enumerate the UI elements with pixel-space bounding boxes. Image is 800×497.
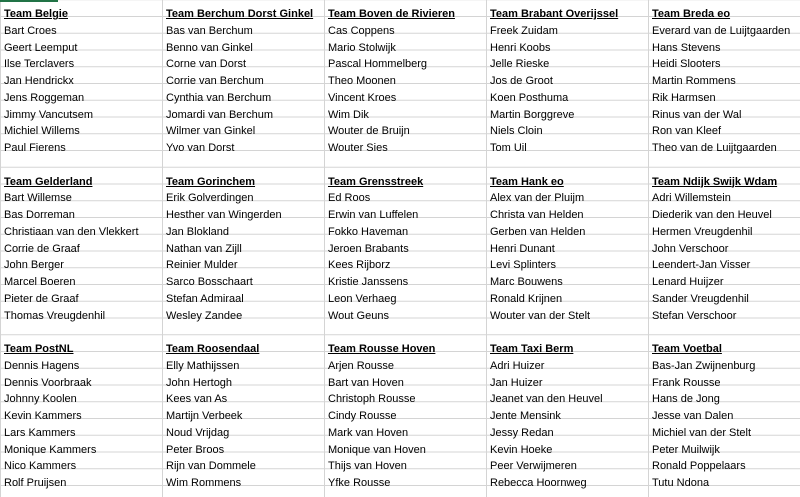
member-cell[interactable]: John Berger [4, 259, 64, 272]
team-header-cell[interactable]: Team Boven de Rivieren [328, 8, 455, 20]
member-cell[interactable]: Erik Golverdingen [166, 192, 254, 205]
team-header-cell[interactable]: Team Roosendaal [166, 343, 260, 355]
member-cell[interactable]: Cynthia van Berchum [166, 91, 272, 104]
member-cell[interactable]: Kevin Hoeke [490, 443, 553, 456]
member-cell[interactable]: Michiel van der Stelt [652, 426, 752, 439]
member-cell[interactable]: Pascal Hommelberg [328, 58, 428, 71]
member-cell[interactable]: Kees van As [166, 393, 228, 406]
member-cell[interactable]: Jelle Rieske [490, 58, 550, 71]
member-cell[interactable]: Dennis Hagens [4, 359, 80, 372]
team-column [486, 174, 648, 325]
member-cell[interactable]: Leendert-Jan Visser [652, 259, 751, 272]
member-cell[interactable]: Wilmer van Ginkel [166, 125, 256, 138]
member-cell[interactable]: Rijn van Dommele [166, 460, 256, 473]
member-cell[interactable]: Wim Rommens [166, 477, 242, 489]
member-cell[interactable]: Benno van Ginkel [166, 41, 253, 54]
member-cell[interactable]: Rinus van der Wal [652, 108, 742, 121]
team-header-cell[interactable]: Team Grensstreek [328, 175, 424, 188]
team-column [324, 174, 486, 325]
member-cell[interactable]: Kees Rijborz [328, 259, 391, 272]
member-cell[interactable]: Jomardi van Berchum [166, 108, 273, 121]
team-column [0, 174, 162, 325]
member-cell[interactable]: Thomas Vreugdenhil [4, 309, 106, 322]
member-cell[interactable]: Jimmy Vancutsem [4, 108, 94, 121]
member-cell[interactable]: Bas van Berchum [166, 24, 253, 37]
member-cell[interactable]: Mark van Hoven [328, 426, 409, 439]
member-cell[interactable]: Levi Splinters [490, 259, 557, 272]
member-cell[interactable]: Theo van de Luijtgaarden [652, 142, 777, 154]
member-cell[interactable]: Jesse van Dalen [652, 410, 734, 422]
member-cell[interactable]: Ed Roos [328, 192, 371, 205]
member-cell[interactable]: Lars Kammers [4, 426, 76, 439]
member-cell[interactable]: Hesther van Wingerden [166, 209, 282, 221]
member-cell[interactable]: Theo Moonen [328, 75, 396, 87]
member-cell[interactable]: Jan Blokland [166, 225, 229, 238]
member-cell[interactable]: Nico Kammers [4, 460, 77, 473]
member-cell[interactable]: Jessy Redan [490, 426, 554, 439]
team-column [486, 341, 648, 492]
member-cell[interactable]: Wesley Zandee [166, 309, 243, 322]
member-cell[interactable]: Nathan van Zijll [166, 242, 242, 255]
team-column [0, 341, 162, 492]
member-cell[interactable]: Christoph Rousse [328, 393, 416, 406]
team-column [162, 6, 324, 157]
member-cell[interactable]: Christiaan van den Vlekkert [4, 225, 139, 238]
team-column [648, 6, 800, 157]
member-cell[interactable]: Vincent Kroes [328, 91, 397, 104]
member-cell[interactable]: Erwin van Luffelen [328, 209, 419, 221]
member-cell[interactable]: Stefan Verschoor [652, 309, 737, 322]
member-cell[interactable]: Hermen Vreugdenhil [652, 225, 753, 238]
member-cell[interactable]: Hans Stevens [652, 41, 721, 54]
team-column [324, 341, 486, 492]
team-header-cell[interactable]: Team Rousse Hoven [328, 343, 436, 355]
team-header-cell[interactable]: Team Ndijk Swijk Wdam [652, 175, 778, 188]
member-cell[interactable]: Diederik van den Heuvel [652, 209, 772, 221]
member-cell[interactable]: Adri Willemstein [652, 192, 731, 205]
member-cell[interactable]: Jente Mensink [490, 410, 561, 422]
member-cell[interactable]: Marc Bouwens [490, 276, 563, 288]
member-cell[interactable]: Lenard Huijzer [652, 276, 724, 288]
member-cell[interactable]: Leon Verhaeg [328, 292, 397, 305]
member-cell[interactable]: Fokko Haveman [328, 225, 409, 238]
team-column [0, 6, 162, 157]
member-cell[interactable]: Christa van Helden [490, 209, 584, 221]
member-cell[interactable]: Yfke Rousse [328, 477, 391, 489]
member-cell[interactable]: Kevin Kammers [4, 410, 82, 422]
team-header-cell[interactable]: Team Gelderland [4, 175, 93, 188]
member-cell[interactable]: Rolf Pruijsen [4, 477, 67, 489]
member-cell[interactable]: Peter Muilwijk [652, 443, 720, 456]
team-block [0, 6, 800, 157]
member-cell[interactable]: Elly Mathijssen [166, 359, 240, 372]
team-block [0, 174, 800, 325]
member-cell[interactable]: Martijn Verbeek [166, 410, 243, 422]
member-cell[interactable]: Peer Verwijmeren [490, 460, 577, 473]
member-cell[interactable]: Thijs van Hoven [328, 460, 407, 473]
member-cell[interactable]: Jens Roggeman [4, 91, 85, 104]
member-cell[interactable]: Kristie Janssens [328, 276, 409, 288]
member-cell[interactable]: Martin Borggreve [490, 108, 575, 121]
team-block [0, 341, 800, 492]
member-cell[interactable]: Mario Stolwijk [328, 41, 396, 54]
team-header-cell[interactable]: Team Voetbal [652, 343, 722, 355]
selected-cell-indicator [0, 0, 58, 2]
member-cell[interactable]: Tom Uil [490, 142, 527, 154]
member-cell[interactable]: John Hertogh [166, 376, 233, 389]
member-cell[interactable]: Bart van Hoven [328, 376, 404, 389]
member-cell[interactable]: Wout Geuns [328, 309, 389, 322]
member-cell[interactable]: Jan Hendrickx [4, 75, 74, 87]
member-cell[interactable]: Henri Koobs [490, 41, 551, 54]
member-cell[interactable]: Martin Rommens [652, 75, 736, 87]
member-cell[interactable]: Peter Broos [166, 443, 225, 456]
member-cell[interactable]: Paul Fierens [4, 142, 66, 154]
team-column [648, 341, 800, 492]
member-cell[interactable]: Yvo van Dorst [166, 142, 235, 154]
member-cell[interactable]: Wouter van der Stelt [490, 309, 591, 322]
member-cell[interactable]: Wim Dik [328, 108, 369, 121]
member-cell[interactable]: Arjen Rousse [328, 359, 395, 372]
team-column [648, 174, 800, 325]
team-column [162, 174, 324, 325]
member-cell[interactable]: Wouter de Bruijn [328, 125, 410, 138]
member-cell[interactable]: Hans de Jong [652, 393, 720, 406]
member-cell[interactable]: Bart Croes [4, 24, 57, 37]
member-cell[interactable]: Niels Cloin [490, 125, 543, 138]
member-cell[interactable]: Jeroen Brabants [328, 242, 409, 255]
team-header-cell[interactable]: Team Berchum Dorst Ginkel [166, 8, 314, 20]
member-cell[interactable]: Bart Willemse [4, 192, 72, 205]
member-cell[interactable]: Jeanet van den Heuvel [490, 393, 603, 406]
member-cell[interactable]: John Verschoor [652, 242, 729, 255]
member-cell[interactable]: Frank Rousse [652, 376, 721, 389]
member-cell[interactable]: Wouter Sies [328, 142, 388, 154]
team-column [162, 341, 324, 492]
member-cell[interactable]: Gerben van Helden [490, 225, 586, 238]
member-cell[interactable]: Tutu Ndona [652, 477, 710, 489]
member-cell[interactable]: Corne van Dorst [166, 58, 247, 71]
member-cell[interactable]: Corrie de Graaf [4, 242, 80, 255]
team-header-cell[interactable]: Team Gorinchem [166, 175, 256, 188]
team-header-cell[interactable]: Team Brabant Overijssel [490, 8, 619, 20]
team-header-cell[interactable]: Team PostNL [4, 343, 74, 355]
member-cell[interactable]: Jos de Groot [490, 75, 553, 87]
member-cell[interactable]: Alex van der Pluijm [490, 192, 585, 205]
member-cell[interactable]: Sarco Bosschaart [166, 276, 253, 288]
member-cell[interactable]: Rik Harmsen [652, 91, 716, 104]
member-cell[interactable]: Bas Dorreman [4, 209, 75, 221]
member-cell[interactable]: Corrie van Berchum [166, 75, 264, 87]
member-cell[interactable]: Johnny Koolen [4, 393, 77, 406]
member-cell[interactable]: Sander Vreugdenhil [652, 292, 749, 305]
team-column [486, 6, 648, 157]
member-cell[interactable]: Adri Huizer [490, 359, 545, 372]
member-cell[interactable]: Ronald Poppelaars [652, 460, 746, 473]
member-cell[interactable]: Jan Huizer [490, 376, 543, 389]
team-column [324, 6, 486, 157]
member-cell[interactable]: Bas-Jan Zwijnenburg [652, 359, 756, 372]
member-cell[interactable]: Marcel Boeren [4, 276, 76, 288]
member-cell[interactable]: Ronald Krijnen [490, 292, 563, 305]
team-header-cell[interactable]: Team Breda eo [652, 8, 731, 20]
member-cell[interactable]: Reinier Mulder [166, 259, 238, 272]
member-cell[interactable]: Pieter de Graaf [4, 292, 79, 305]
member-cell[interactable]: Michiel Willems [4, 125, 80, 138]
member-cell[interactable]: Cas Coppens [328, 24, 395, 37]
member-cell[interactable]: Everard van de Luijtgaarden [652, 24, 791, 37]
member-cell[interactable]: Stefan Admiraal [166, 292, 244, 305]
member-cell[interactable]: Koen Posthuma [490, 91, 569, 104]
member-cell[interactable]: Noud Vrijdag [166, 426, 230, 439]
member-cell[interactable]: Rebecca Hoornweg [490, 477, 587, 489]
member-cell[interactable]: Heidi Slooters [652, 58, 721, 71]
member-cell[interactable]: Ilse Terclavers [4, 58, 75, 71]
member-cell[interactable]: Henri Dunant [490, 242, 555, 255]
member-cell[interactable]: Cindy Rousse [328, 410, 397, 422]
team-header-cell[interactable]: Team Taxi Berm [490, 343, 574, 355]
member-cell[interactable]: Monique van Hoven [328, 443, 426, 456]
member-cell[interactable]: Freek Zuidam [490, 24, 558, 37]
team-header-cell[interactable]: Team Belgie [4, 8, 68, 20]
member-cell[interactable]: Ron van Kleef [652, 125, 722, 138]
team-header-cell[interactable]: Team Hank eo [490, 175, 564, 188]
member-cell[interactable]: Monique Kammers [4, 443, 97, 456]
member-cell[interactable]: Dennis Voorbraak [4, 376, 92, 389]
member-cell[interactable]: Geert Leemput [4, 41, 78, 54]
